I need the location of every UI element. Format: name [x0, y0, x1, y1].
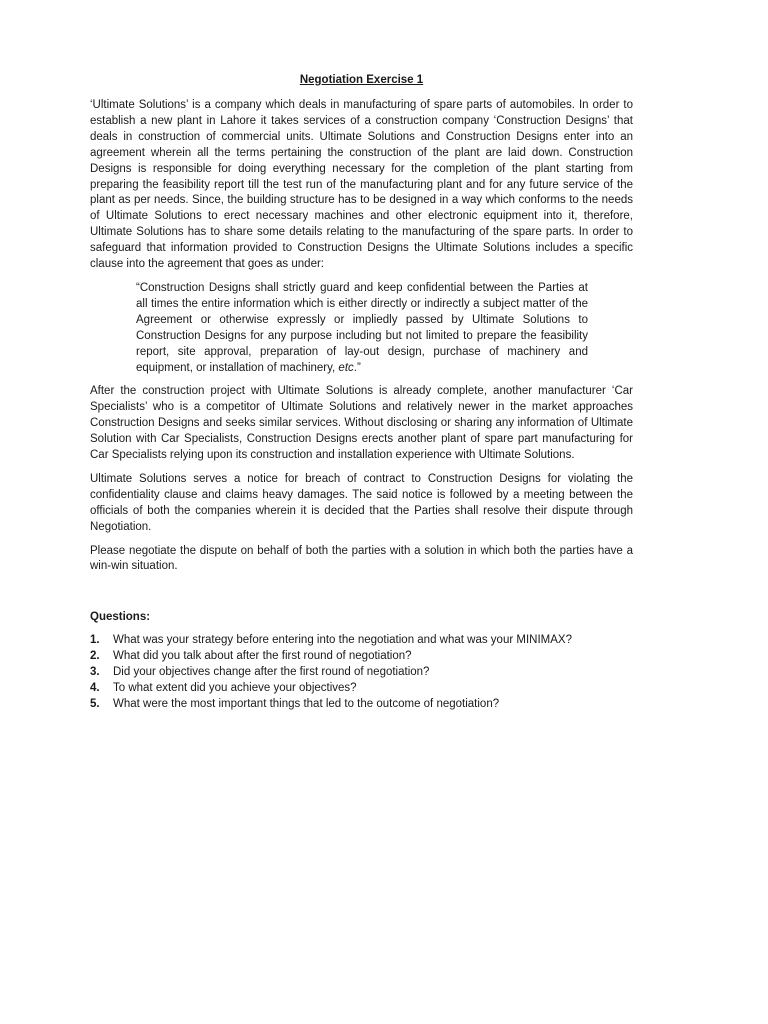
- question-number: 1.: [90, 634, 100, 647]
- instruction-paragraph: Please negotiate the dispute on behalf of both the parties with a solution in which both the parties have a win-win situation.: [90, 544, 633, 573]
- quote-text: “Construction Designs shall strictly guard and keep confidential between the Parties at all times the entire information which is either directly or indirectly a subject matter of the Agreement or otherwise expressly or impliedly passed by Ultimate Solutions to Construction Designs for any purpose including but not limited to prepare the feasibility report, site approval, preparation of lay-out design, purchase of machinery and equipment, or installation of machinery,: [136, 281, 588, 374]
- quote-italic: etc: [338, 361, 354, 374]
- confidentiality-clause-quote: [136, 281, 633, 376]
- questions-list: [90, 633, 633, 713]
- question-number: 2.: [90, 650, 100, 663]
- question-item: [90, 649, 633, 665]
- question-item: [90, 633, 633, 649]
- question-item: [90, 665, 633, 681]
- question-item: [90, 681, 633, 697]
- question-text: What was your strategy before entering into the negotiation and what was your MINIMAX?: [113, 634, 572, 647]
- notice-paragraph: Ultimate Solutions serves a notice for breach of contract to Construction Designs for violating the confidentiality clause and claims heavy damages. The said notice is followed by a meeting between the officials of both the companies wherein it is decided that the Parties shall resolve their dispute through Negotiation.: [90, 472, 633, 533]
- question-text: What did you talk about after the first round of negotiation?: [113, 650, 412, 663]
- question-number: 5.: [90, 698, 100, 710]
- intro-paragraph: ‘Ultimate Solutions’ is a company which deals in manufacturing of spare parts of automobiles. In order to establish a new plant in Lahore it takes services of a construction company ‘Construction Designs’ that deals in construction of commercial units. Ultimate Solutions and Construction Designs enter into an agreement wherein all the terms pertaining the construction of the plant are laid down. Construction Designs is responsible for doing everything necessary for the completion of the plant starting from preparing the feasibility report till the test run of the manufacturing plant and for any future service of the plant as per needs. Since, the building structure has to be designed in a way which conforms to the needs of Ultimate Solutions to erect necessary machines and other electronic equipment into it, therefore, Ultimate Solutions has to share some details relating to the manufacturing of the spare parts. In order to safeguard that information provided to Construction Designs the Ultimate Solutions includes a specific clause into the agreement that goes as under:: [90, 99, 633, 271]
- quote-end: .”: [353, 361, 361, 374]
- question-number: 4.: [90, 682, 100, 695]
- question-number: 3.: [90, 666, 100, 679]
- construction-complete-paragraph: After the construction project with Ultimate Solutions is already complete, another manufacturer ‘Car Specialists’ who is a competitor of Ultimate Solutions and relatively newer in the market approaches Construction Designs and seeks similar services. Without disclosing or sharing any information of Ultimate Solution with Car Specialists, Construction Designs erects another plant of spare part manufacturing for Car Specialists relying upon its construction and installation experience with Ultimate Solutions.: [90, 385, 633, 462]
- question-item: [90, 697, 633, 713]
- question-text: What were the most important things that led to the outcome of negotiation?: [113, 698, 500, 710]
- question-text: Did your objectives change after the first round of negotiation?: [113, 666, 430, 679]
- question-text: To what extent did you achieve your objectives?: [113, 682, 357, 695]
- questions-heading: Questions:: [90, 611, 151, 624]
- document-title: Negotiation Exercise 1: [299, 74, 424, 86]
